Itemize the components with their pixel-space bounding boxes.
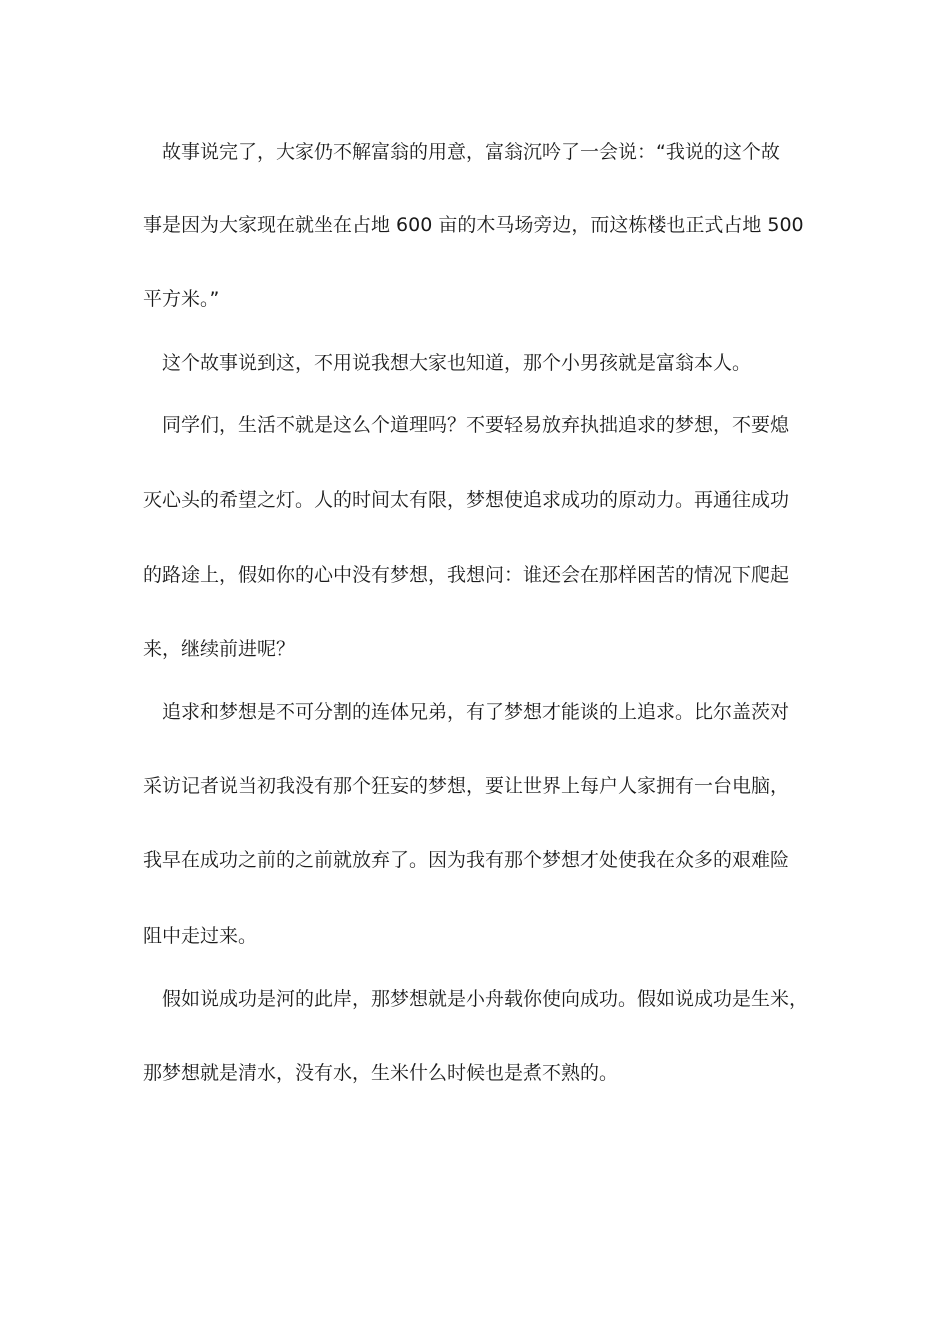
paragraph-2-line-1: 这个故事说到这，不用说我想大家也知道，那个小男孩就是富翁本人。 xyxy=(162,352,752,374)
paragraph-4-line-3: 我早在成功之前的之前就放弃了。因为我有那个梦想才处使我在众多的艰难险 xyxy=(143,849,790,871)
paragraph-1-line-3: 平方米。” xyxy=(143,288,220,310)
paragraph-3-line-4: 来，继续前进呢？ xyxy=(143,638,296,660)
paragraph-1-line-2: 事是因为大家现在就坐在占地 600 亩的木马场旁边，而这栋楼也正式占地 500 xyxy=(143,214,804,236)
paragraph-5-line-1: 假如说成功是河的此岸，那梦想就是小舟载你使向成功。假如说成功是生米， xyxy=(162,988,809,1010)
paragraph-3-line-1: 同学们，生活不就是这么个道理吗？不要轻易放弃执拙追求的梦想，不要熄 xyxy=(162,414,790,436)
paragraph-5-line-2: 那梦想就是清水，没有水，生米什么时候也是煮不熟的。 xyxy=(143,1062,619,1084)
paragraph-4-line-4: 阻中走过来。 xyxy=(143,925,258,947)
paragraph-3-line-2: 灭心头的希望之灯。人的时间太有限，梦想使追求成功的原动力。再通往成功 xyxy=(143,489,790,511)
paragraph-3-line-3: 的路途上，假如你的心中没有梦想，我想问：谁还会在那样困苦的情况下爬起 xyxy=(143,564,790,586)
paragraph-4-line-2: 采访记者说当初我没有那个狂妄的梦想，要让世界上每户人家拥有一台电脑， xyxy=(143,775,790,797)
paragraph-4-line-1: 追求和梦想是不可分割的连体兄弟，有了梦想才能谈的上追求。比尔盖茨对 xyxy=(162,701,790,723)
paragraph-1-line-1: 故事说完了，大家仍不解富翁的用意，富翁沉吟了一会说：“我说的这个故 xyxy=(162,141,780,163)
